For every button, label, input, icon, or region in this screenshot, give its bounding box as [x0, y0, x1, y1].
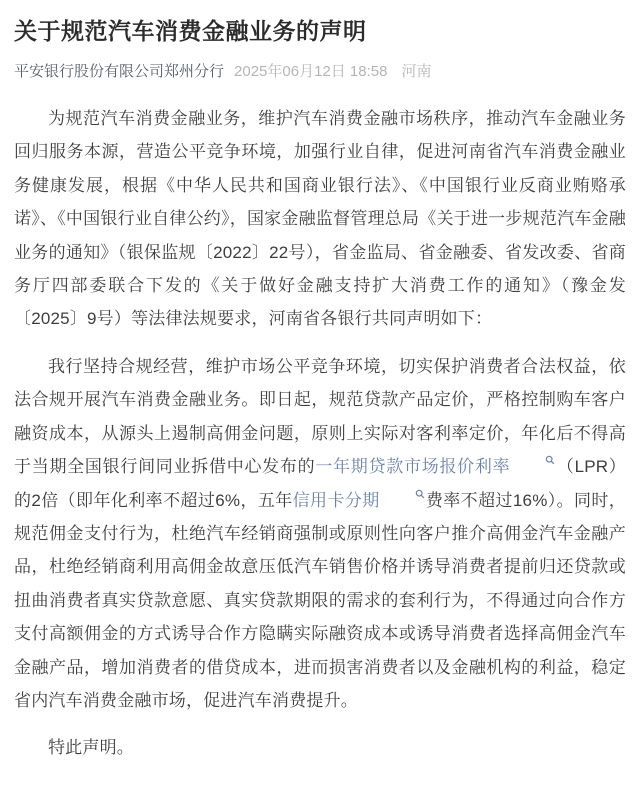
entity-link-lpr[interactable] — [315, 457, 556, 476]
paragraph-text: 费率不超过16%）。同时，规范佣金支付行为，杜绝汽车经销商强制或原则性向客户推介高佣金汽车金融产品，杜绝经销商利用高佣金故意压低汽车销售价格并诱导消费者提前归还贷款或扭曲消费者真实贷款意愿、真实贷款期限的需求的套利行为，不得通过向合作方支付高额佣金的方式诱导合作方隐瞒实际融资成本或诱导消费者选择高佣金汽车金融产品，增加消费者的借贷成本，进而损害消费者以及金融机构的利益，稳定省内汽车消费金融市场，促进汽车消费提升。 — [14, 490, 627, 710]
paragraph — [14, 102, 626, 336]
byline — [14, 62, 626, 82]
entity-link-label: 信用卡分期 — [292, 490, 380, 510]
paragraph: 特此声明。 — [48, 738, 134, 758]
paragraph — [14, 350, 626, 717]
account-name-link[interactable]: 平安银行股份有限公司郑州分行 — [14, 63, 225, 81]
paragraph-text: 我行坚持合规经营，维护市场公平竞争环境，切实保护消费者合法权益，依法合规开展汽车消费金融业务。即日起，规范贷款产品定价，严格控制购车客户融资成本，从源头上遏制高佣金问题，原则上实际对客利率定价，年化后不得高于当期全国银行间同业拆借中心发布的 — [14, 356, 626, 477]
entity-link-label: 一年期贷款市场报价利率 — [315, 457, 511, 477]
publish-time: 2025年06月12日 18:58 — [234, 63, 388, 81]
publish-location: 河南 — [401, 63, 432, 81]
paragraph-text: 为规范汽车消费金融业务，维护汽车消费金融市场秩序，推动汽车金融业务回归服务本源，营造公平竞争环境，加强行业自律，促进河南省汽车消费金融业务健康发展，根据《中华人民共和国商业银行法》、《中国银行业反商业贿赂承诺》、《中国银行业自律公约》，国家金融监督管理总局《关于进一步规范汽车金融业务的通知》（银保监规〔2022〕22号），省金监局、省金融委、省发改委、省商务厅四部委联合下发的《关于做好金融支持扩大消费工作的通知》（豫金发〔2025〕9号）等法律法规要求，河南省各银行共同声明如下： — [14, 109, 626, 329]
paragraph-text: （LPR）的2倍（即年化利率不超过6%，五年 — [14, 457, 627, 510]
entity-link-credit-card-installment[interactable] — [293, 491, 426, 510]
page-title: 关于规范汽车消费金融业务的声明 — [14, 18, 367, 44]
search-icon — [381, 489, 425, 499]
search-icon — [511, 455, 555, 465]
article-content — [14, 102, 626, 765]
